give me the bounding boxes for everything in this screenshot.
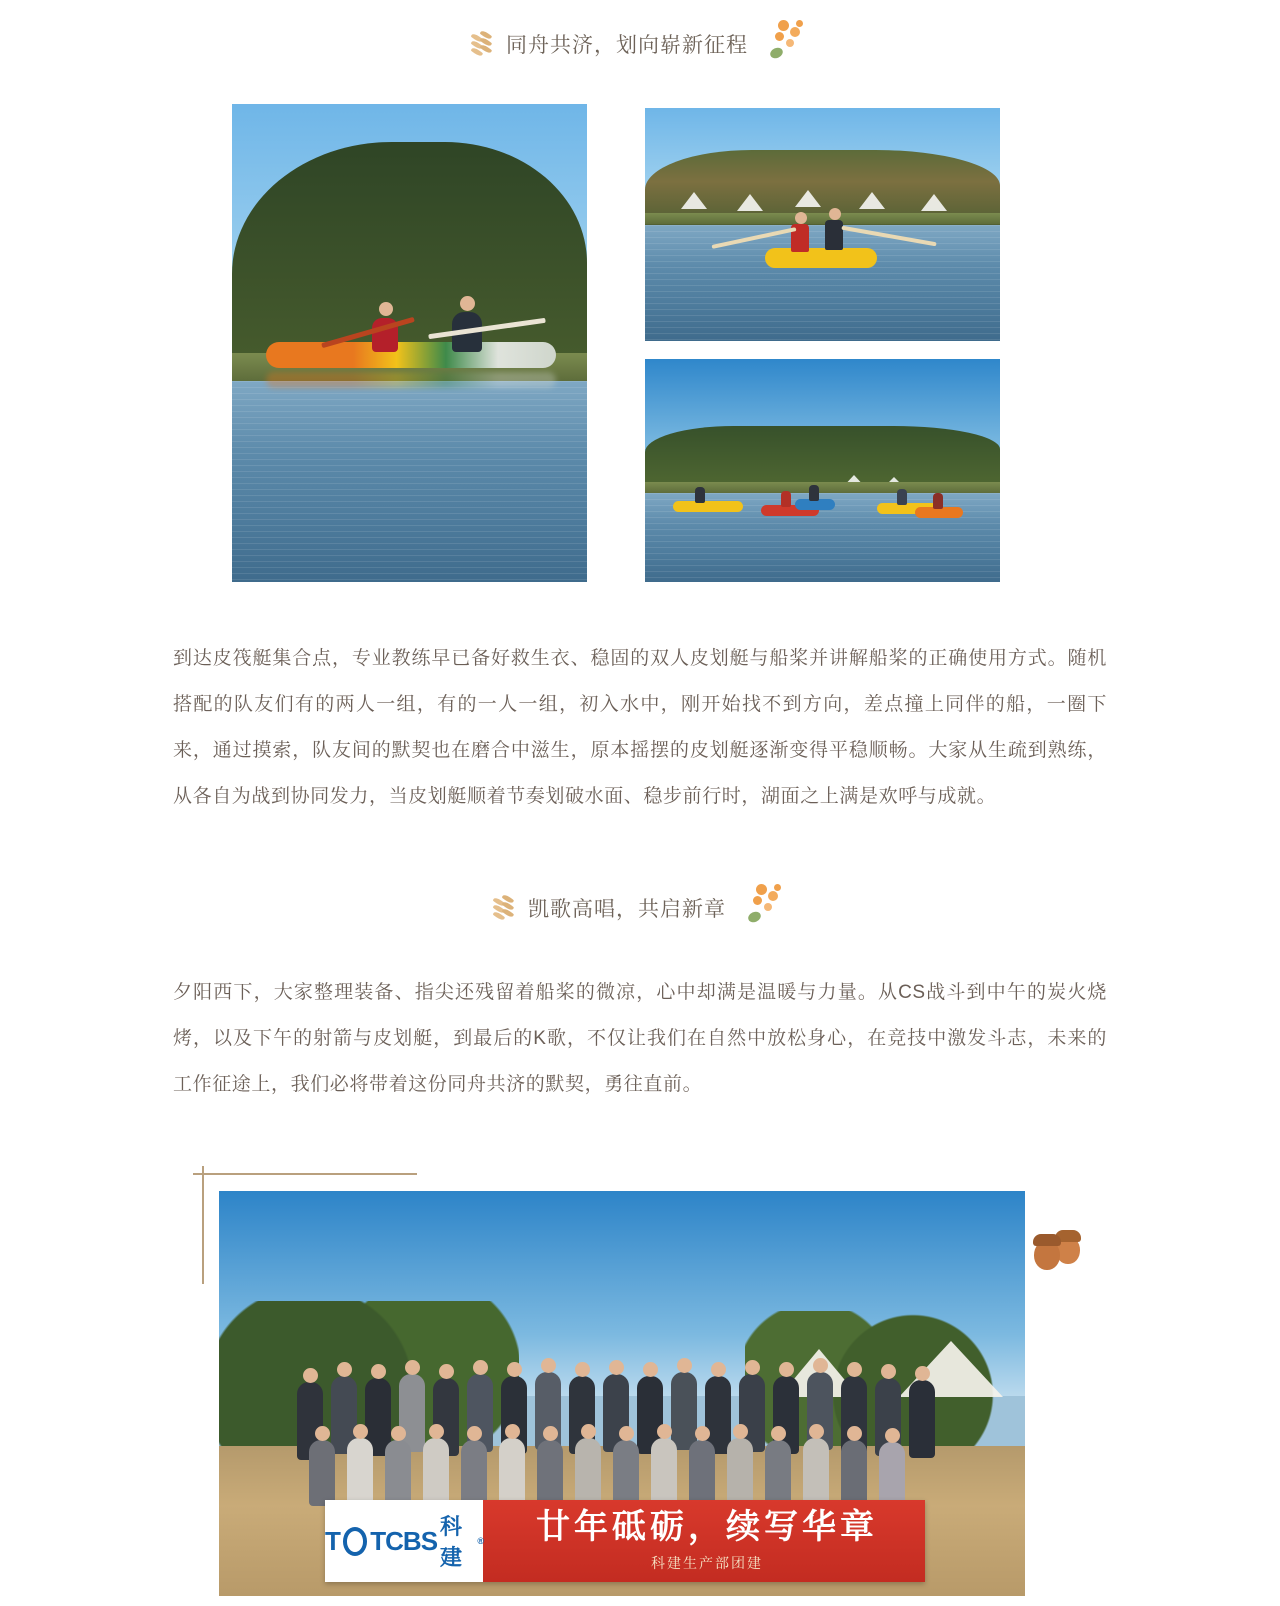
- wheat-icon: [468, 27, 494, 61]
- wheat-icon: [490, 891, 516, 925]
- banner-logo-latin-t: T: [325, 1525, 340, 1556]
- event-banner: [325, 1500, 925, 1582]
- banner-logo-cn: 科建: [440, 1514, 463, 1570]
- berry-cluster-icon: [760, 18, 812, 70]
- banner-logo-latin: TCBS: [370, 1525, 438, 1556]
- kayak-photo-collage: [0, 104, 1280, 614]
- section-heading-1-text: 同舟共济，划向崭新征程: [506, 34, 748, 57]
- banner-sub-text: 科建生产部团建: [651, 1554, 763, 1571]
- berry-cluster-icon: [738, 882, 790, 934]
- paragraph-closing: 夕阳西下，大家整理装备、指尖还残留着船桨的微凉，心中却满是温暖与力量。从CS战斗到中午的炭火烧烤，以及下午的射箭与皮划艇，到最后的K歌，不仅让我们在自然中放松身心，在竞技中激发斗志，未来的工作征途上，我们必将带着这份同舟共济的默契，勇往直前。: [173, 982, 1107, 1095]
- group-photo-block: [0, 1166, 1280, 1596]
- photo-kayak-left: [232, 104, 587, 582]
- photo-kayak-bottom-right: [645, 359, 1000, 582]
- article-page: [0, 18, 1280, 1596]
- banner-logo: [325, 1500, 483, 1582]
- section-heading-2: [0, 882, 1280, 934]
- banner-logo-tm: ®: [477, 1536, 483, 1546]
- acorn-icon: [1034, 1228, 1092, 1274]
- photo-kayak-top-right: [645, 108, 1000, 341]
- paragraph-kayak: 到达皮筏艇集合点，专业教练早已备好救生衣、稳固的双人皮划艇与船桨并讲解船桨的正确使用方式。随机搭配的队友们有的两人一组，有的一人一组，初入水中，刚开始找不到方向，差点撞上同伴的船，一圈下来，通过摸索，队友间的默契也在磨合中滋生，原本摇摆的皮划艇逐渐变得平稳顺畅。大家从生疏到熟练，从各自为战到协同发力，当皮划艇顺着节奏划破水面、稳步前行时，湖面之上满是欢呼与成就。: [173, 648, 1107, 807]
- logo-ring-icon: [343, 1527, 367, 1556]
- banner-main-text: 廿年砥砺，续写华章: [536, 1508, 878, 1547]
- section-heading-1: [0, 18, 1280, 70]
- photo-group: [219, 1191, 1025, 1596]
- section-heading-2-text: 凯歌高唱，共启新章: [528, 898, 726, 921]
- crowd-figures: [289, 1354, 969, 1504]
